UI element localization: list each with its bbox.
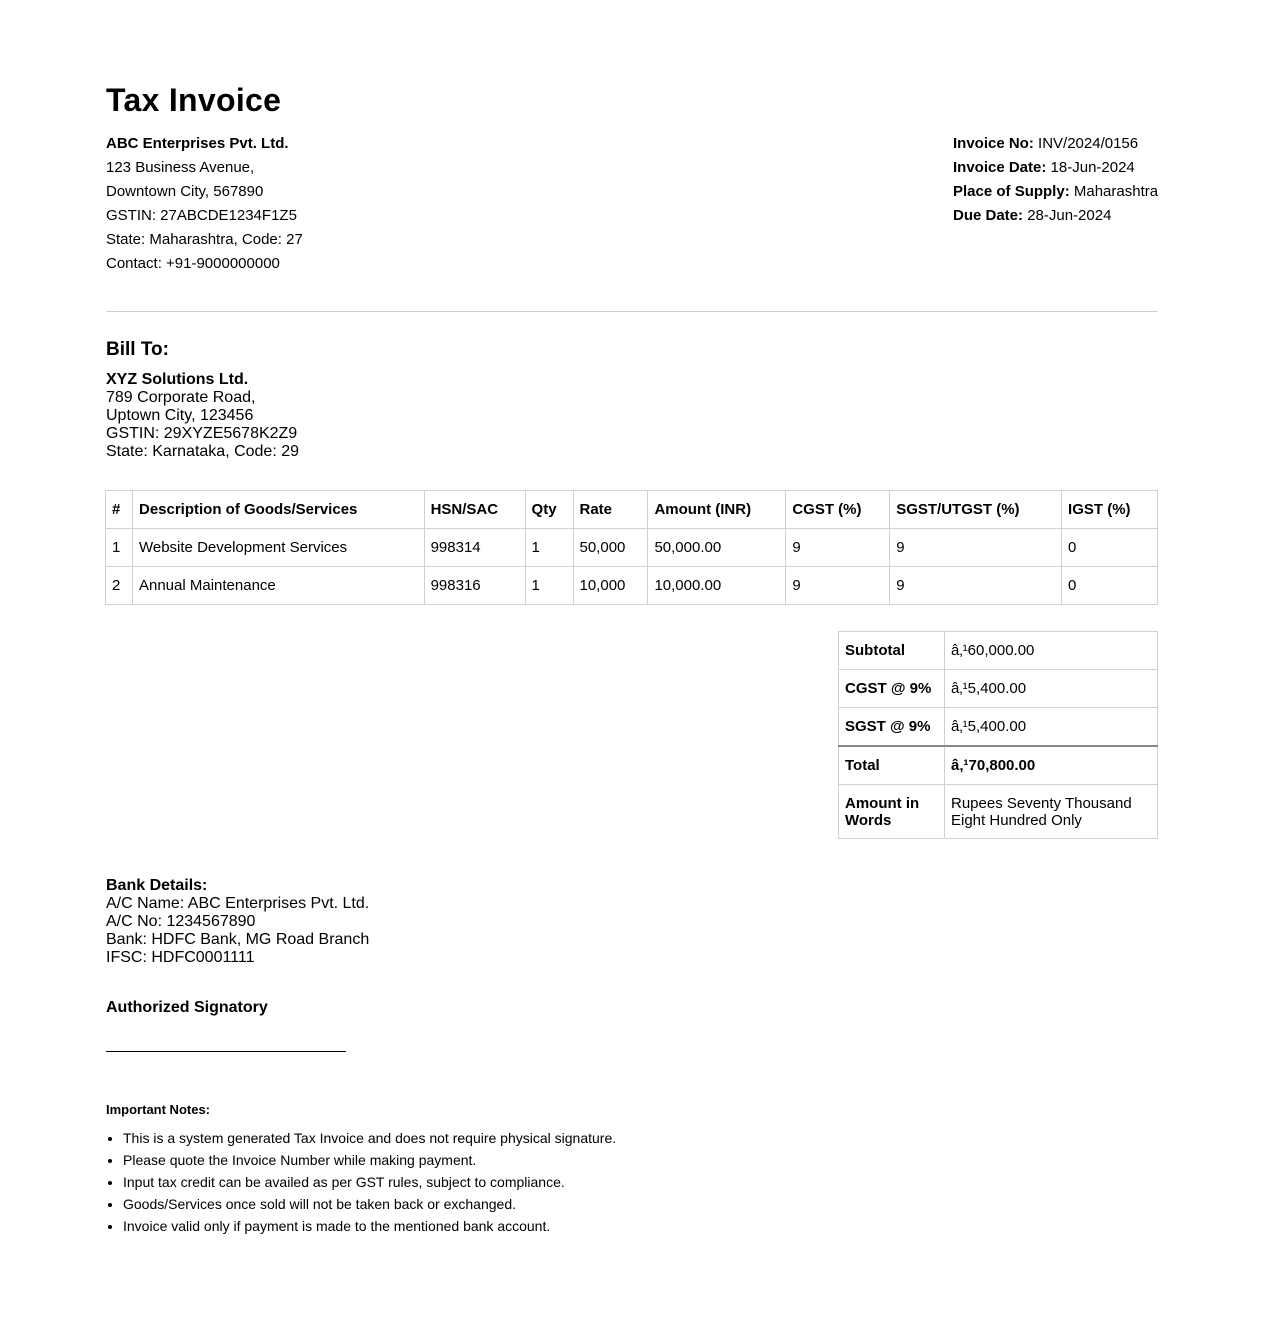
cell-description: Annual Maintenance bbox=[132, 567, 424, 605]
signature-line bbox=[106, 1051, 346, 1052]
due-date-row bbox=[953, 204, 1158, 228]
cell-cgst: 9 bbox=[786, 529, 890, 567]
col-header-cgst: CGST (%) bbox=[786, 491, 890, 529]
cell-cgst: 9 bbox=[786, 567, 890, 605]
subtotal-row bbox=[839, 632, 1158, 670]
sgst-value: â‚¹5,400.00 bbox=[945, 708, 1158, 747]
table-row bbox=[106, 567, 1158, 605]
cell-rate: 50,000 bbox=[573, 529, 648, 567]
buyer-gstin: GSTIN: 29XYZE5678K2Z9 bbox=[106, 425, 298, 442]
buyer-name: XYZ Solutions Ltd. bbox=[106, 371, 249, 388]
col-header-hsn: HSN/SAC bbox=[424, 491, 525, 529]
bank-name: Bank: HDFC Bank, MG Road Branch bbox=[106, 931, 370, 948]
invoice-number-value: INV/2024/0156 bbox=[1038, 135, 1139, 152]
buyer-address-line2: Uptown City, 123456 bbox=[106, 407, 254, 424]
col-header-qty: Qty bbox=[525, 491, 573, 529]
sgst-row bbox=[839, 708, 1158, 747]
list-item: • This is a system generated Tax Invoice and does not require physical signature. bbox=[123, 1127, 616, 1149]
cell-hsn: 998314 bbox=[424, 529, 525, 567]
total-value: â‚¹70,800.00 bbox=[945, 746, 1158, 785]
cgst-row bbox=[839, 670, 1158, 708]
cell-index: 2 bbox=[106, 567, 133, 605]
cell-rate: 10,000 bbox=[573, 567, 648, 605]
bank-details bbox=[106, 877, 369, 967]
amount-in-words-value: Rupees Seventy Thousand Eight Hundred Only bbox=[945, 785, 1158, 839]
cgst-label: CGST @ 9% bbox=[839, 670, 945, 708]
buyer-block bbox=[106, 371, 299, 461]
buyer-address-line1: 789 Corporate Road, bbox=[106, 389, 256, 406]
header-divider bbox=[106, 311, 1158, 312]
invoice-number-label: Invoice No: bbox=[953, 135, 1034, 152]
bill-to-heading: Bill To: bbox=[106, 339, 169, 360]
cell-igst: 0 bbox=[1062, 567, 1158, 605]
seller-address-line2: Downtown City, 567890 bbox=[106, 183, 264, 200]
cell-sgst: 9 bbox=[890, 529, 1062, 567]
cell-qty: 1 bbox=[525, 529, 573, 567]
invoice-number-row bbox=[953, 132, 1158, 156]
items-header-row bbox=[106, 491, 1158, 529]
invoice-title: Tax Invoice bbox=[106, 82, 282, 118]
authorized-signatory-heading: Authorized Signatory bbox=[106, 999, 268, 1016]
table-row bbox=[106, 529, 1158, 567]
col-header-description: Description of Goods/Services bbox=[132, 491, 424, 529]
amount-in-words-label: Amount in Words bbox=[839, 785, 945, 839]
total-row bbox=[839, 746, 1158, 785]
totals-table bbox=[838, 631, 1158, 839]
due-date-label: Due Date: bbox=[953, 207, 1024, 224]
invoice-meta bbox=[953, 132, 1158, 228]
col-header-sgst: SGST/UTGST (%) bbox=[890, 491, 1062, 529]
col-header-rate: Rate bbox=[573, 491, 648, 529]
total-label: Total bbox=[839, 746, 945, 785]
col-header-igst: IGST (%) bbox=[1062, 491, 1158, 529]
place-of-supply-value: Maharashtra bbox=[1073, 183, 1159, 200]
subtotal-label: Subtotal bbox=[839, 632, 945, 670]
cell-amount: 10,000.00 bbox=[648, 567, 786, 605]
buyer-state: State: Karnataka, Code: 29 bbox=[106, 443, 300, 460]
cell-qty: 1 bbox=[525, 567, 573, 605]
col-header-amount: Amount (INR) bbox=[648, 491, 786, 529]
col-header-index: # bbox=[106, 491, 133, 529]
items-table bbox=[105, 490, 1158, 605]
due-date-value: 28-Jun-2024 bbox=[1027, 207, 1112, 224]
bank-ifsc: IFSC: HDFC0001111 bbox=[106, 949, 255, 966]
cell-hsn: 998316 bbox=[424, 567, 525, 605]
seller-contact: Contact: +91-9000000000 bbox=[106, 255, 280, 272]
subtotal-value: â‚¹60,000.00 bbox=[945, 632, 1158, 670]
notes-heading: Important Notes: bbox=[106, 1102, 210, 1117]
cgst-value: â‚¹5,400.00 bbox=[945, 670, 1158, 708]
cell-description: Website Development Services bbox=[132, 529, 424, 567]
seller-address-line1: 123 Business Avenue, bbox=[106, 159, 255, 176]
invoice-date-value: 18-Jun-2024 bbox=[1050, 159, 1135, 176]
place-of-supply-row bbox=[953, 180, 1158, 204]
bank-details-heading: Bank Details: bbox=[106, 877, 208, 894]
invoice-date-row bbox=[953, 156, 1158, 180]
sgst-label: SGST @ 9% bbox=[839, 708, 945, 747]
bank-account-number: A/C No: 1234567890 bbox=[106, 913, 256, 930]
seller-block bbox=[106, 132, 303, 276]
notes-list bbox=[106, 1127, 616, 1237]
cell-sgst: 9 bbox=[890, 567, 1062, 605]
list-item: • Input tax credit can be availed as per GST rules, subject to compliance. bbox=[123, 1171, 616, 1193]
amount-in-words-row bbox=[839, 785, 1158, 839]
list-item: • Invoice valid only if payment is made to the mentioned bank account. bbox=[123, 1215, 616, 1237]
list-item: • Goods/Services once sold will not be taken back or exchanged. bbox=[123, 1193, 616, 1215]
seller-state: State: Maharashtra, Code: 27 bbox=[106, 231, 303, 248]
cell-igst: 0 bbox=[1062, 529, 1158, 567]
seller-name: ABC Enterprises Pvt. Ltd. bbox=[106, 135, 289, 152]
list-item: • Please quote the Invoice Number while making payment. bbox=[123, 1149, 616, 1171]
invoice-date-label: Invoice Date: bbox=[953, 159, 1047, 176]
cell-amount: 50,000.00 bbox=[648, 529, 786, 567]
bank-account-name: A/C Name: ABC Enterprises Pvt. Ltd. bbox=[106, 895, 370, 912]
place-of-supply-label: Place of Supply: bbox=[953, 183, 1070, 200]
cell-index: 1 bbox=[106, 529, 133, 567]
seller-gstin: GSTIN: 27ABCDE1234F1Z5 bbox=[106, 207, 297, 224]
